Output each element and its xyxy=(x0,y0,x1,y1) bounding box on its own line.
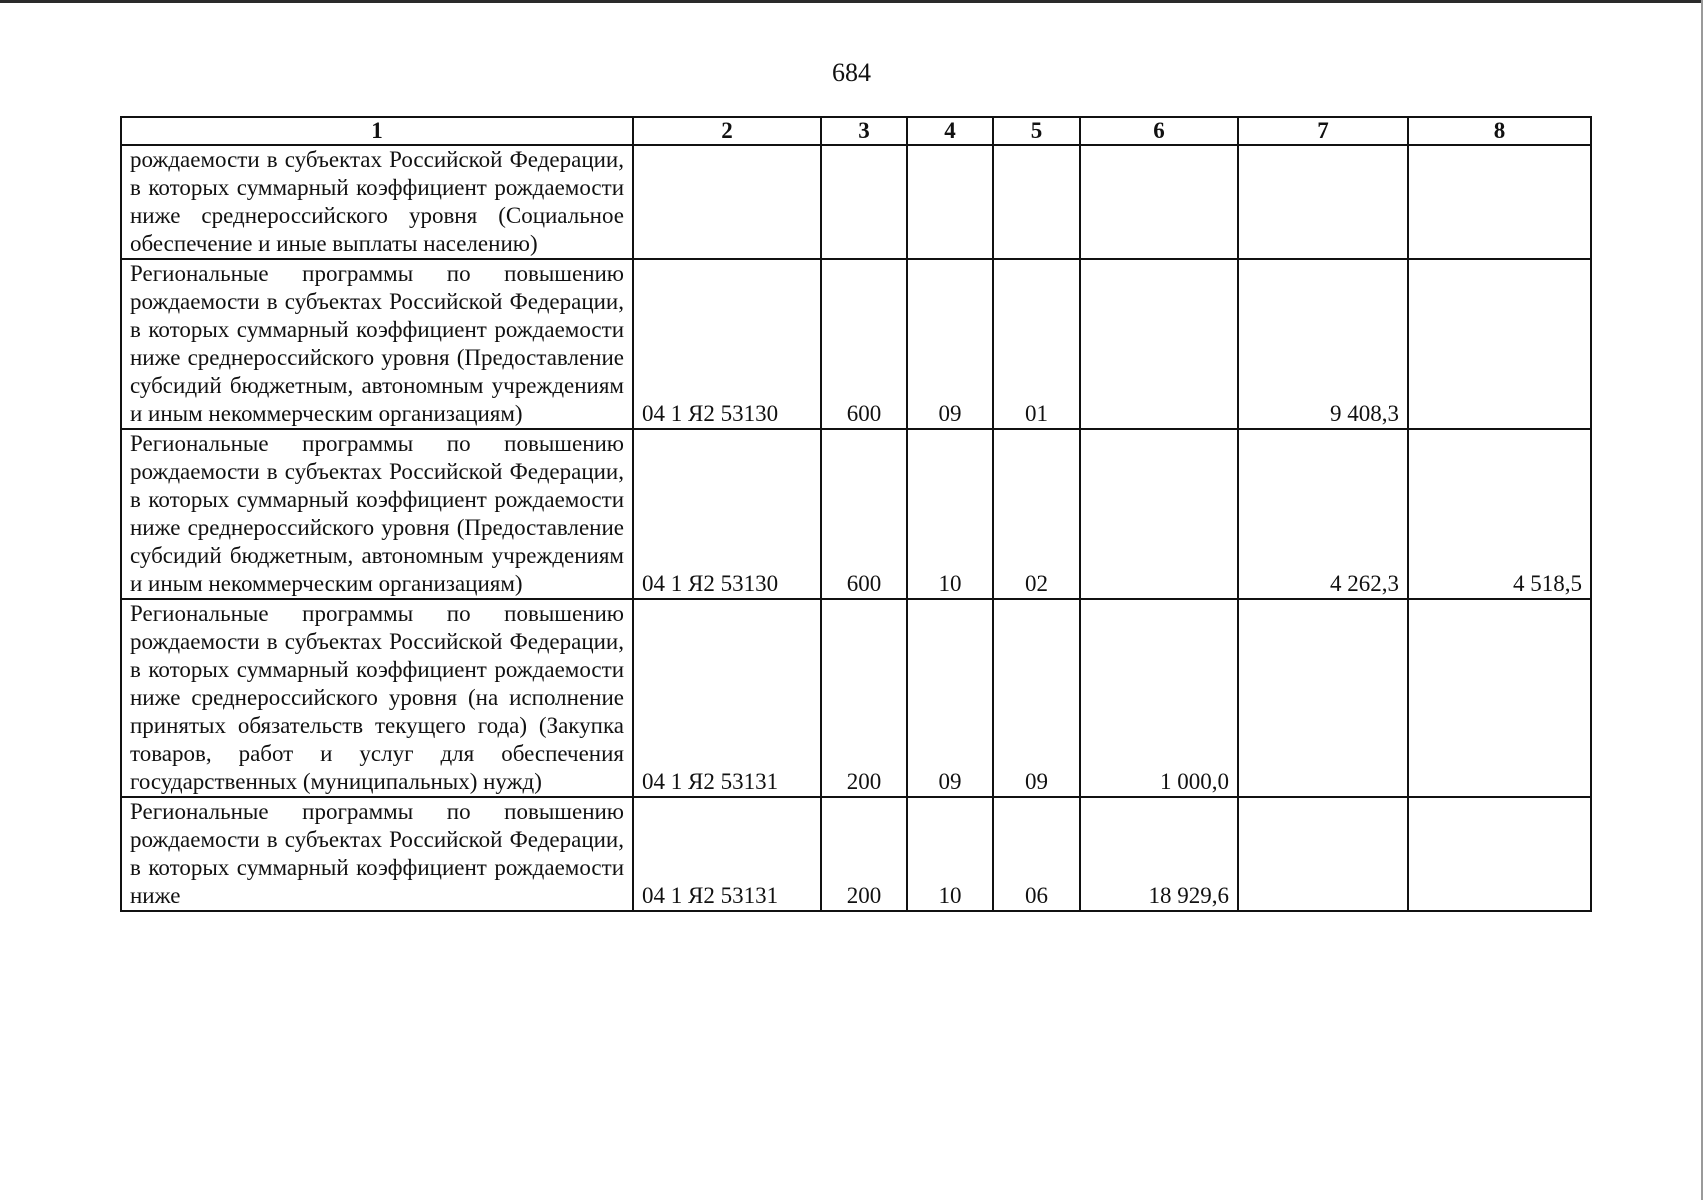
row-col-6 xyxy=(1080,259,1238,429)
row-code: 04 1 Я2 53131 xyxy=(633,599,821,797)
row-col-3: 200 xyxy=(821,599,907,797)
table-row xyxy=(121,145,1591,259)
row-col-7 xyxy=(1238,145,1408,259)
row-col-4: 09 xyxy=(907,599,993,797)
row-col-4: 10 xyxy=(907,429,993,599)
row-col-7: 9 408,3 xyxy=(1238,259,1408,429)
row-col-3: 600 xyxy=(821,429,907,599)
row-col-3: 600 xyxy=(821,259,907,429)
budget-table xyxy=(120,116,1592,912)
table-row xyxy=(121,797,1591,911)
row-col-5: 09 xyxy=(993,599,1080,797)
row-col-5: 01 xyxy=(993,259,1080,429)
header-col-4: 4 xyxy=(907,117,993,145)
row-col-5: 06 xyxy=(993,797,1080,911)
header-col-5: 5 xyxy=(993,117,1080,145)
row-col-8 xyxy=(1408,145,1591,259)
header-col-3: 3 xyxy=(821,117,907,145)
row-col-7: 4 262,3 xyxy=(1238,429,1408,599)
row-description: рождаемости в субъектах Российской Федерации, в которых суммарный коэффициент рождаемости ниже среднероссийского уровня (Социальное обеспечение и иные выплаты населению) xyxy=(121,145,633,259)
row-col-8: 4 518,5 xyxy=(1408,429,1591,599)
row-col-6 xyxy=(1080,429,1238,599)
row-col-6: 1 000,0 xyxy=(1080,599,1238,797)
row-col-7 xyxy=(1238,599,1408,797)
row-code: 04 1 Я2 53131 xyxy=(633,797,821,911)
row-code: 04 1 Я2 53130 xyxy=(633,259,821,429)
row-col-3 xyxy=(821,145,907,259)
header-col-7: 7 xyxy=(1238,117,1408,145)
header-col-6: 6 xyxy=(1080,117,1238,145)
table-row xyxy=(121,429,1591,599)
header-col-1: 1 xyxy=(121,117,633,145)
row-col-4 xyxy=(907,145,993,259)
row-col-8 xyxy=(1408,797,1591,911)
row-col-7 xyxy=(1238,797,1408,911)
row-col-4: 10 xyxy=(907,797,993,911)
table-row xyxy=(121,259,1591,429)
row-col-6: 18 929,6 xyxy=(1080,797,1238,911)
header-row xyxy=(121,117,1591,145)
row-col-4: 09 xyxy=(907,259,993,429)
header-col-8: 8 xyxy=(1408,117,1591,145)
row-col-8 xyxy=(1408,599,1591,797)
row-description: Региональные программы по повышению рождаемости в субъектах Российской Федерации, в которых суммарный коэффициент рождаемости ниже среднероссийского уровня (на исполнение принятых обязательств текущего года) (Закупка товаров, работ и услуг для обеспечения государственных (муниципальных) нужд) xyxy=(121,599,633,797)
header-col-2: 2 xyxy=(633,117,821,145)
row-col-5: 02 xyxy=(993,429,1080,599)
table-row xyxy=(121,599,1591,797)
row-description: Региональные программы по повышению рождаемости в субъектах Российской Федерации, в которых суммарный коэффициент рождаемости ниже xyxy=(121,797,633,911)
row-col-3: 200 xyxy=(821,797,907,911)
row-code: 04 1 Я2 53130 xyxy=(633,429,821,599)
row-col-6 xyxy=(1080,145,1238,259)
row-col-5 xyxy=(993,145,1080,259)
row-col-8 xyxy=(1408,259,1591,429)
row-code xyxy=(633,145,821,259)
scan-top-edge xyxy=(0,0,1703,3)
row-description: Региональные программы по повышению рождаемости в субъектах Российской Федерации, в которых суммарный коэффициент рождаемости ниже среднероссийского уровня (Предоставление субсидий бюджетным, автономным учреждениям и иным некоммерческим организациям) xyxy=(121,259,633,429)
row-description: Региональные программы по повышению рождаемости в субъектах Российской Федерации, в которых суммарный коэффициент рождаемости ниже среднероссийского уровня (Предоставление субсидий бюджетным, автономным учреждениям и иным некоммерческим организациям) xyxy=(121,429,633,599)
page-number: 684 xyxy=(832,58,871,87)
